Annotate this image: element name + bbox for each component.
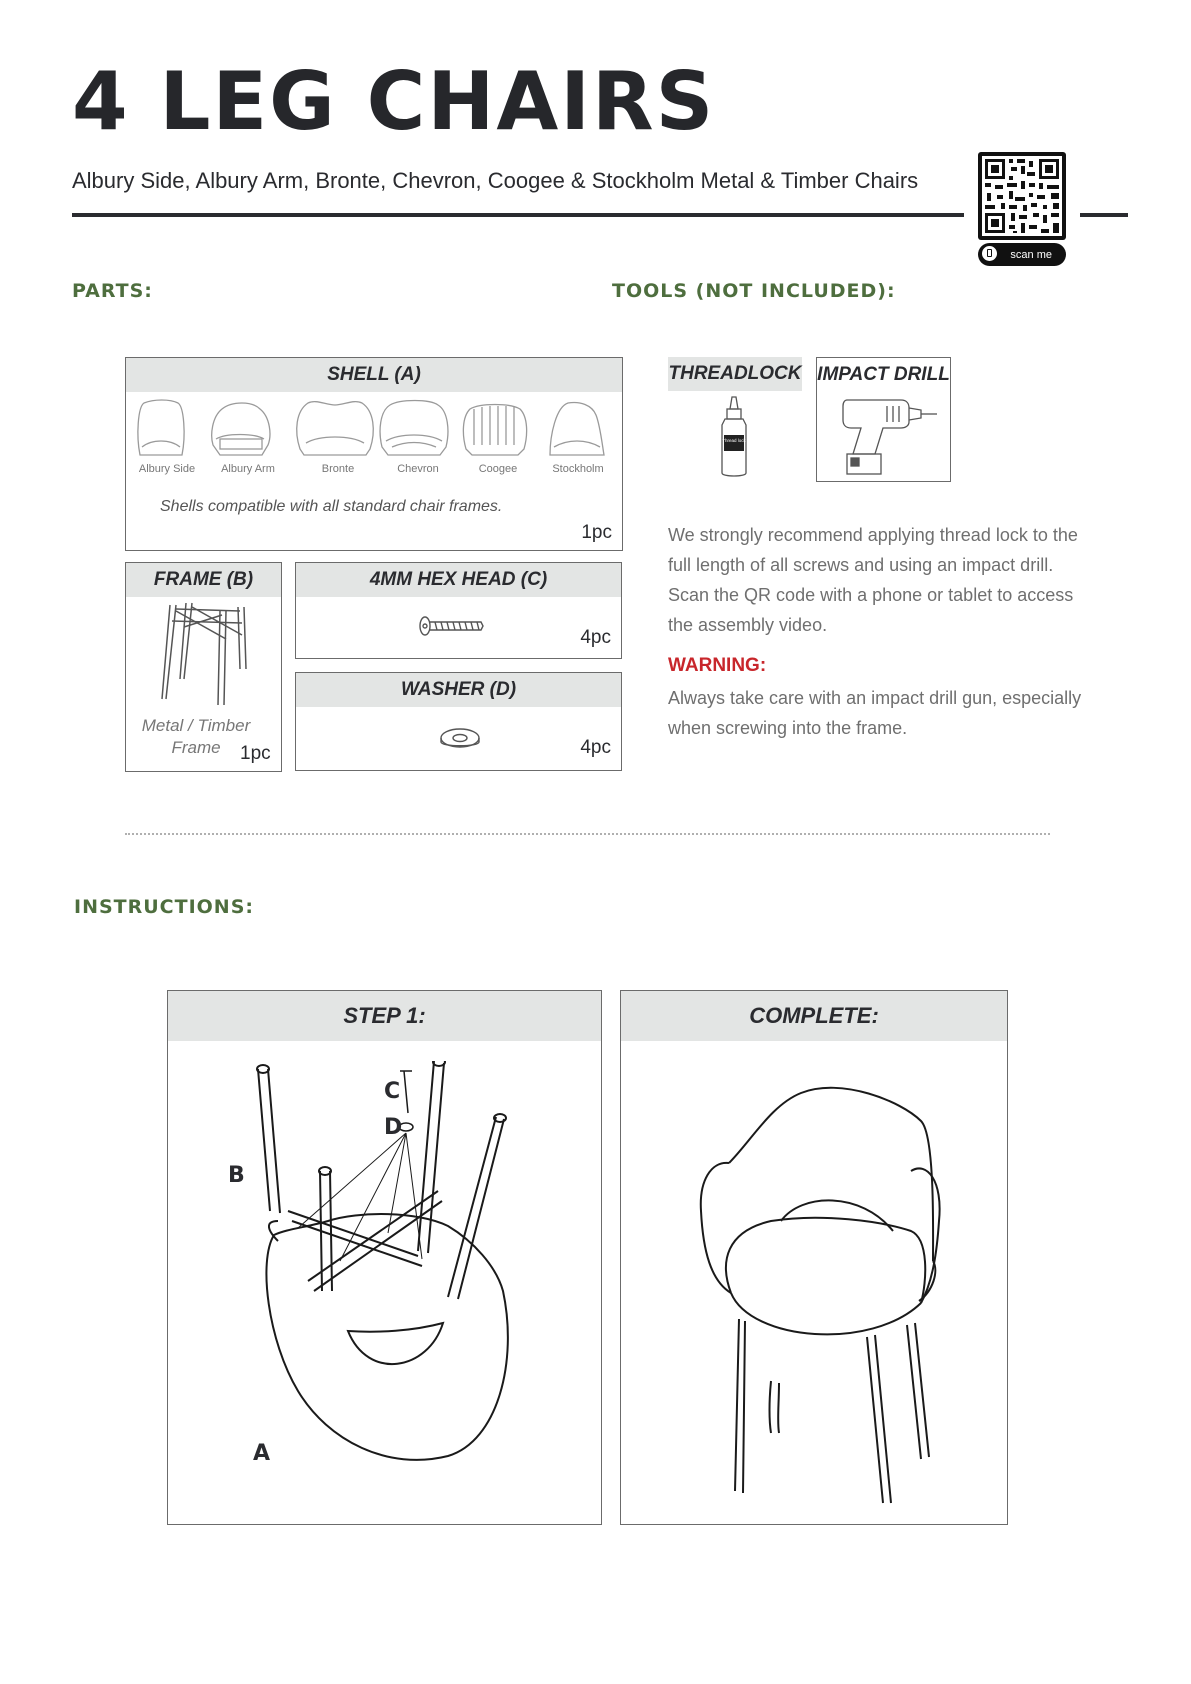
bottle-label-text: Thread lock: [722, 438, 746, 443]
washer-quantity: 4pc: [580, 737, 611, 758]
impact-drill-title: IMPACT DRILL: [817, 358, 950, 392]
step-1-title: STEP 1:: [168, 991, 601, 1041]
shell-variant-label: Bronte: [321, 463, 355, 475]
shell-compatibility-note: Shells compatible with all standard chair frames.: [160, 498, 503, 515]
complete-title: COMPLETE:: [621, 991, 1007, 1041]
scan-me-badge: [978, 243, 1066, 266]
shell-variant-label: Albury Arm: [221, 463, 275, 475]
hex-head-part-title: 4MM HEX HEAD (C): [296, 563, 621, 597]
phone-icon: [982, 246, 997, 261]
washer-part-title: WASHER (D): [296, 673, 621, 707]
callout-a: A: [253, 1441, 271, 1466]
frame-quantity: 1pc: [240, 743, 271, 764]
impact-drill-icon: [839, 396, 939, 478]
completed-chair-illustration: [671, 1081, 961, 1511]
shell-variant-label: Stockholm: [552, 463, 604, 475]
shell-part-title: SHELL (A): [126, 358, 622, 392]
parts-heading: PARTS:: [72, 280, 153, 302]
frame-caption: [138, 715, 254, 759]
scan-me-label: scan me: [1010, 248, 1052, 261]
callout-b: B: [228, 1163, 245, 1188]
washer-icon: [439, 727, 481, 753]
shell-variant-label: Coogee: [478, 463, 518, 475]
header-divider: [72, 213, 964, 217]
callout-d: D: [384, 1115, 403, 1140]
tools-heading: TOOLS (NOT INCLUDED):: [612, 280, 896, 302]
frame-illustration: [148, 599, 258, 711]
frame-caption-line1: Metal / Timber: [141, 716, 251, 735]
page-subtitle: Albury Side, Albury Arm, Bronte, Chevron, Coogee & Stockholm Metal & Timber Chairs: [72, 168, 919, 193]
frame-part-box: [125, 562, 282, 772]
shell-variant-label: Albury Side: [138, 463, 196, 475]
qr-code-icon[interactable]: [978, 152, 1066, 240]
step-1-panel: [167, 990, 602, 1525]
screw-icon: [419, 615, 485, 637]
warning-text: Always take care with an impact drill gun, especially when screwing into the frame.: [668, 688, 1082, 738]
impact-drill-tool: [816, 357, 951, 482]
page-title: 4 LEG CHAIRS: [72, 55, 716, 148]
hex-head-quantity: 4pc: [580, 627, 611, 648]
washer-part-box: [295, 672, 622, 771]
shell-variants-illustration: [130, 395, 620, 461]
frame-part-title: FRAME (B): [126, 563, 281, 597]
hex-head-part-box: [295, 562, 622, 659]
header-divider-right: [1080, 213, 1128, 217]
shell-variant-label: Chevron: [397, 463, 439, 475]
shell-quantity: 1pc: [581, 522, 612, 543]
complete-panel: [620, 990, 1008, 1525]
thread-lock-recommendation: We strongly recommend applying thread lock to the full length of all screws and using an impact drill. Scan the QR code with a phone or tablet to access the assembly video.: [668, 525, 1078, 635]
instructions-heading: INSTRUCTIONS:: [74, 896, 254, 918]
threadlock-title: THREADLOCK: [668, 357, 802, 391]
warning-title: WARNING:: [668, 655, 767, 676]
section-divider: [125, 833, 1050, 835]
callout-c: C: [384, 1079, 401, 1104]
threadlock-bottle-icon: [716, 395, 752, 479]
threadlock-tool: [668, 357, 802, 479]
frame-caption-line2: Frame: [171, 738, 221, 757]
